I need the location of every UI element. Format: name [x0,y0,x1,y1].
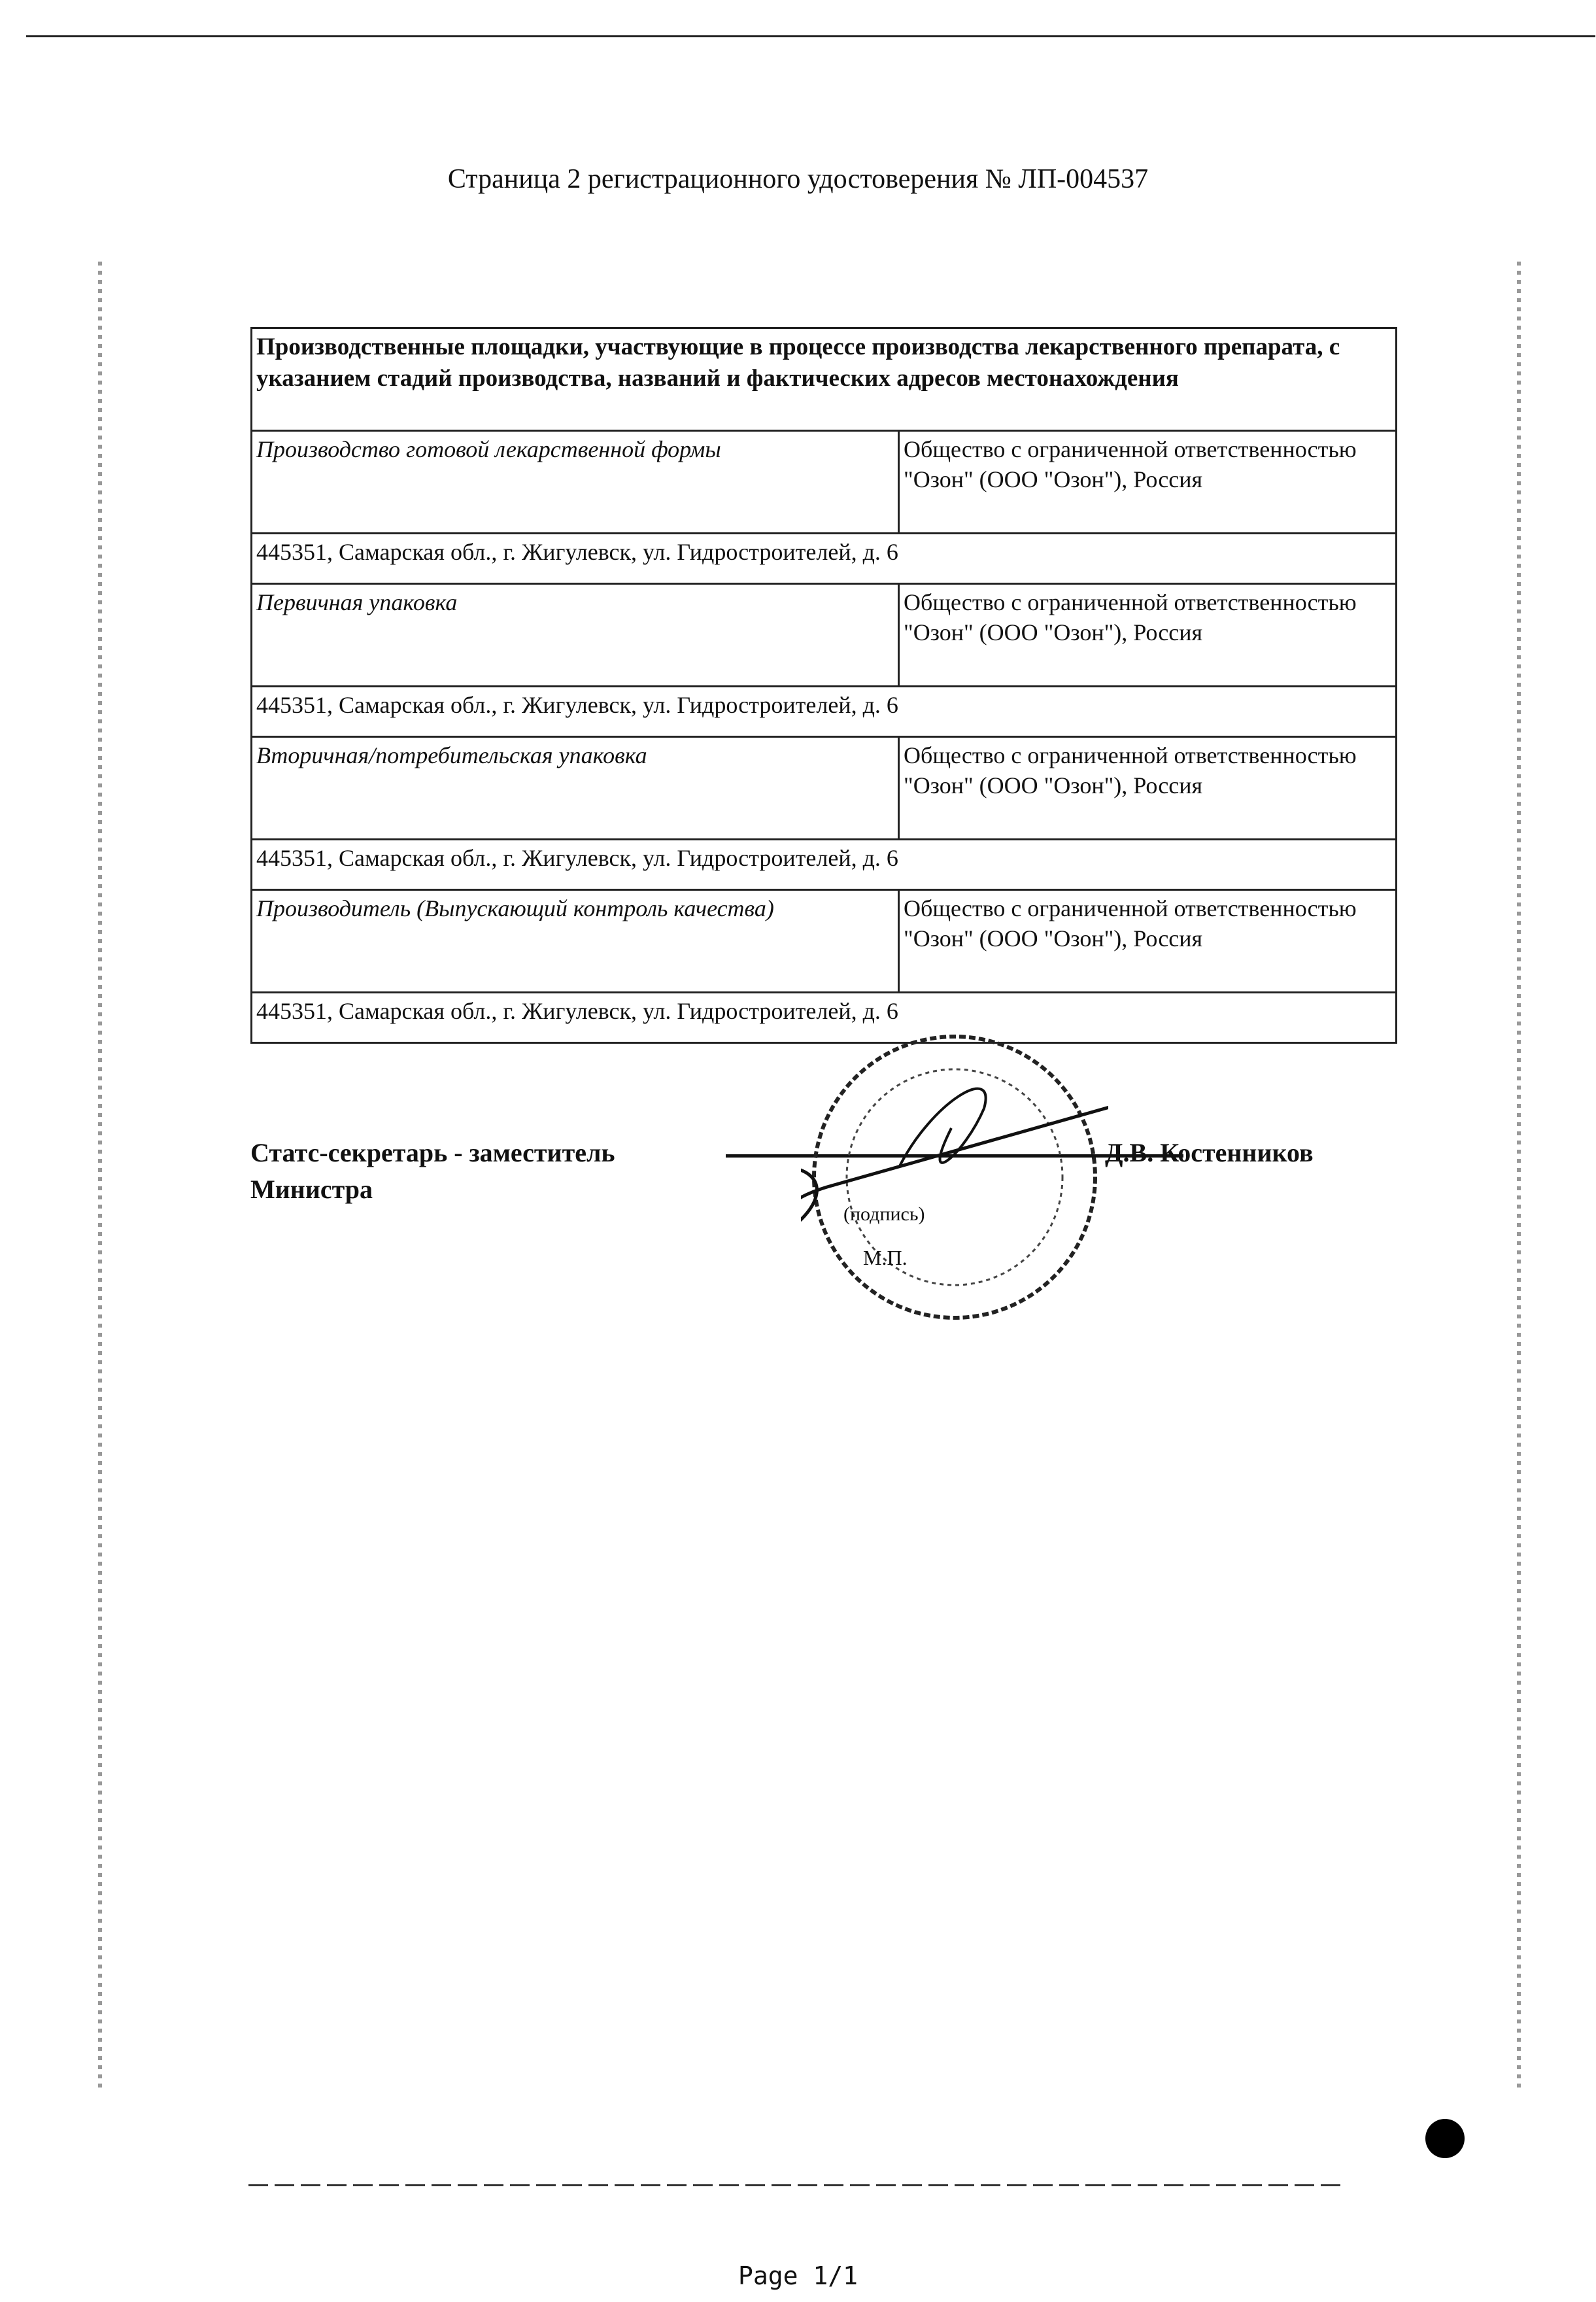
signature-caption: (подпись) [843,1203,925,1225]
signatory-position: Статс-секретарь - заместитель Министра [250,1138,615,1204]
address-cell: 445351, Самарская обл., г. Жигулевск, ул. Гидростроителей, д. 6 [252,840,1397,890]
stage-cell: Производитель (Выпускающий контроль качества) [252,890,899,993]
address-cell: 445351, Самарская обл., г. Жигулевск, ул. Гидростроителей, д. 6 [252,993,1397,1043]
production-sites-table [250,327,1397,1044]
bottom-rule [248,2184,1347,2186]
table-row [252,890,1397,993]
table-heading: Производственные площадки, участвующие в процессе производства лекарственного препарата, с указанием стадий производства, названий и фактических адресов местонахождения [252,328,1397,431]
table-row [252,737,1397,840]
official-stamp-icon [801,1023,1108,1331]
address-cell: 445351, Самарская обл., г. Жигулевск, ул. Гидростроителей, д. 6 [252,687,1397,737]
top-rule [26,35,1595,37]
signatory-name: Д.В. Костенников [1105,1138,1314,1167]
seal-caption: М.П. [863,1246,908,1269]
manufacturer-cell: Общество с ограниченной ответственностью "Озон" (ООО "Озон"), Россия [899,431,1397,534]
stage-cell: Вторичная/потребительская упаковка [252,737,899,840]
stage-cell: Производство готовой лекарственной формы [252,431,899,534]
address-cell: 445351, Самарская обл., г. Жигулевск, ул. Гидростроителей, д. 6 [252,534,1397,584]
table-row [252,431,1397,534]
punch-hole-mark [1425,2119,1465,2158]
scan-edge-right [1517,262,1521,2093]
page-title: Страница 2 регистрационного удостоверения № ЛП-004537 [447,164,1149,194]
stage-cell: Первичная упаковка [252,584,899,687]
manufacturer-cell: Общество с ограниченной ответственностью "Озон" (ООО "Озон"), Россия [899,584,1397,687]
manufacturer-cell: Общество с ограниченной ответственностью "Озон" (ООО "Озон"), Россия [899,737,1397,840]
table-row [252,584,1397,687]
manufacturer-cell: Общество с ограниченной ответственностью "Озон" (ООО "Озон"), Россия [899,890,1397,993]
page-number: Page 1/1 [738,2261,858,2290]
scan-edge-left [98,262,102,2093]
